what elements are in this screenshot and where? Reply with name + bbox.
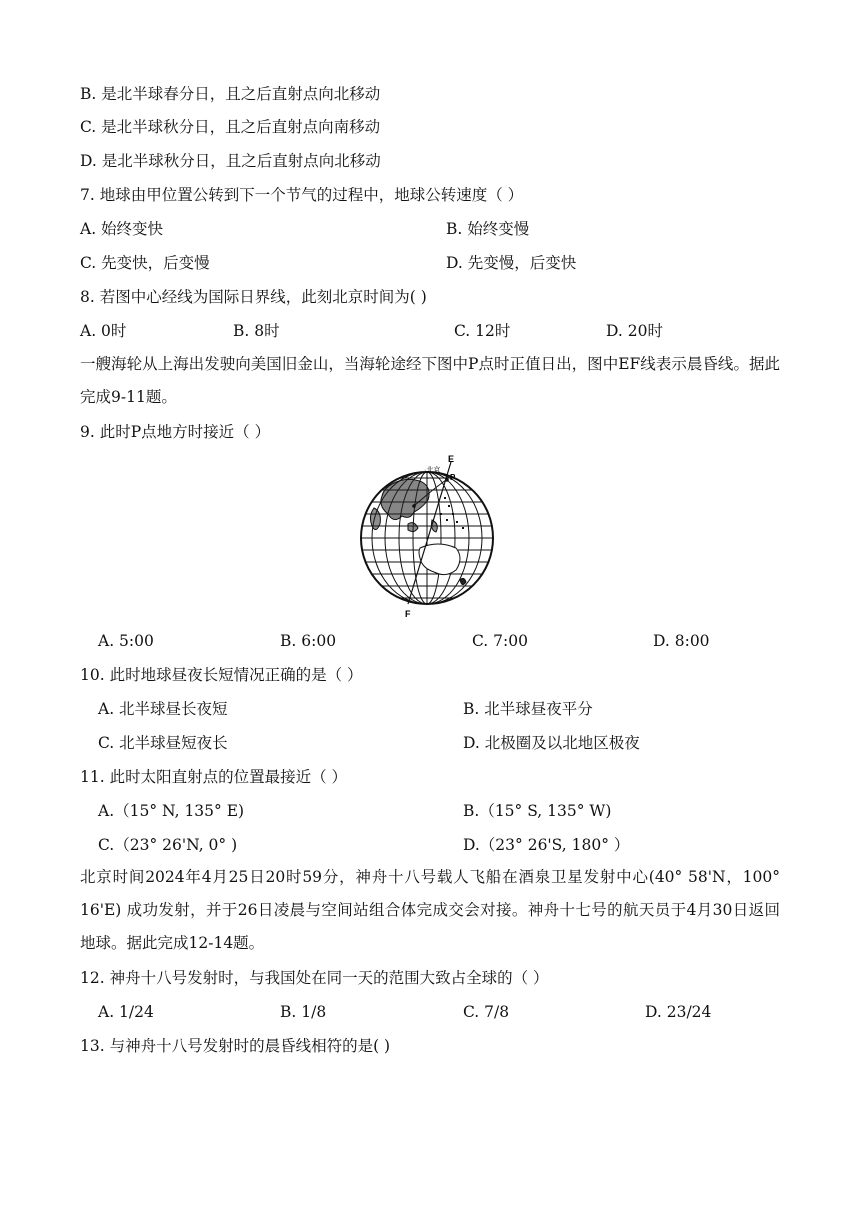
q12-option-c: C. 7/8 (463, 1003, 510, 1021)
q7-option-b: B. 始终变慢 (446, 220, 530, 238)
q8-option-c: C. 12时 (454, 322, 511, 340)
q9-option-a: A. 5:00 (98, 632, 154, 650)
q6-option-c: C. 是北半球秋分日，且之后直射点向南移动 (80, 118, 381, 136)
q9-option-d: D. 8:00 (653, 632, 710, 650)
label-e: E (448, 454, 455, 464)
q8-option-b: B. 8时 (233, 322, 280, 340)
q11-option-c: C.（23° 26'N, 0° ) (98, 836, 238, 854)
shanghai-dot (412, 504, 416, 508)
intro-9-11: 一艘海轮从上海出发驶向美国旧金山，当海轮途经下图中P点时正值日出，图中EF线表示晨昏线。据此完成9-11题。 (80, 355, 780, 406)
q8-option-a: A. 0时 (80, 322, 127, 340)
q9-option-c: C. 7:00 (472, 632, 528, 650)
q6-option-d: D. 是北半球秋分日，且之后直射点向北移动 (80, 152, 381, 170)
q11-option-d: D.（23° 26'S, 180° ） (463, 836, 630, 854)
q10-stem: 10. 此时地球昼夜长短情况正确的是（ ） (80, 666, 363, 684)
q12-option-d: D. 23/24 (645, 1003, 712, 1021)
q10-option-a: A. 北半球昼长夜短 (98, 700, 228, 718)
q12-stem: 12. 神舟十八号发射时，与我国处在同一天的范围大致占全球的（ ） (80, 969, 549, 987)
globe-figure (352, 454, 502, 620)
q7-option-d: D. 先变慢，后变快 (446, 254, 577, 272)
q7-stem: 7. 地球由甲位置公转到下一个节气的过程中，地球公转速度（ ） (80, 186, 524, 204)
intro-12-14: 北京时间2024年4月25日20时59分，神舟十八号载人飞船在酒泉卫星发射中心(40° 58'N，100° 16'E) 成功发射，并于26日凌晨与空间站组合体完成交会对接。神舟十七号的航天员于4月30日返回地球。据此完成12-14题。 (80, 868, 780, 952)
globe-diagram (352, 454, 502, 620)
q9-option-b: B. 6:00 (280, 632, 337, 650)
p-point-dot (445, 478, 449, 482)
q11-option-a: A.（15° N, 135° E) (98, 802, 245, 820)
q10-option-c: C. 北半球昼短夜长 (98, 734, 228, 752)
q7-option-c: C. 先变快，后变慢 (80, 254, 210, 272)
q7-option-a: A. 始终变快 (80, 220, 164, 238)
q8-option-d: D. 20时 (606, 322, 663, 340)
label-beijing: ·北京 (424, 467, 441, 474)
q10-option-b: B. 北半球昼夜平分 (463, 700, 593, 718)
q11-stem: 11. 此时太阳直射点的位置最接近（ ） (80, 768, 348, 786)
q6-option-b: B. 是北半球春分日，且之后直射点向北移动 (80, 85, 381, 103)
q13-stem: 13. 与神舟十八号发射时的晨昏线相符的是( ) (80, 1037, 391, 1055)
q9-stem: 9. 此时P点地方时接近（ ） (80, 423, 271, 441)
label-f: F (405, 609, 411, 619)
q12-option-a: A. 1/24 (98, 1003, 154, 1021)
q8-stem: 8. 若图中心经线为国际日界线，此刻北京时间为( ) (80, 288, 427, 306)
q11-option-b: B.（15° S, 135° W) (463, 802, 612, 820)
label-p: P (450, 473, 456, 482)
q12-option-b: B. 1/8 (280, 1003, 327, 1021)
q10-option-d: D. 北极圈及以北地区极夜 (463, 734, 640, 752)
